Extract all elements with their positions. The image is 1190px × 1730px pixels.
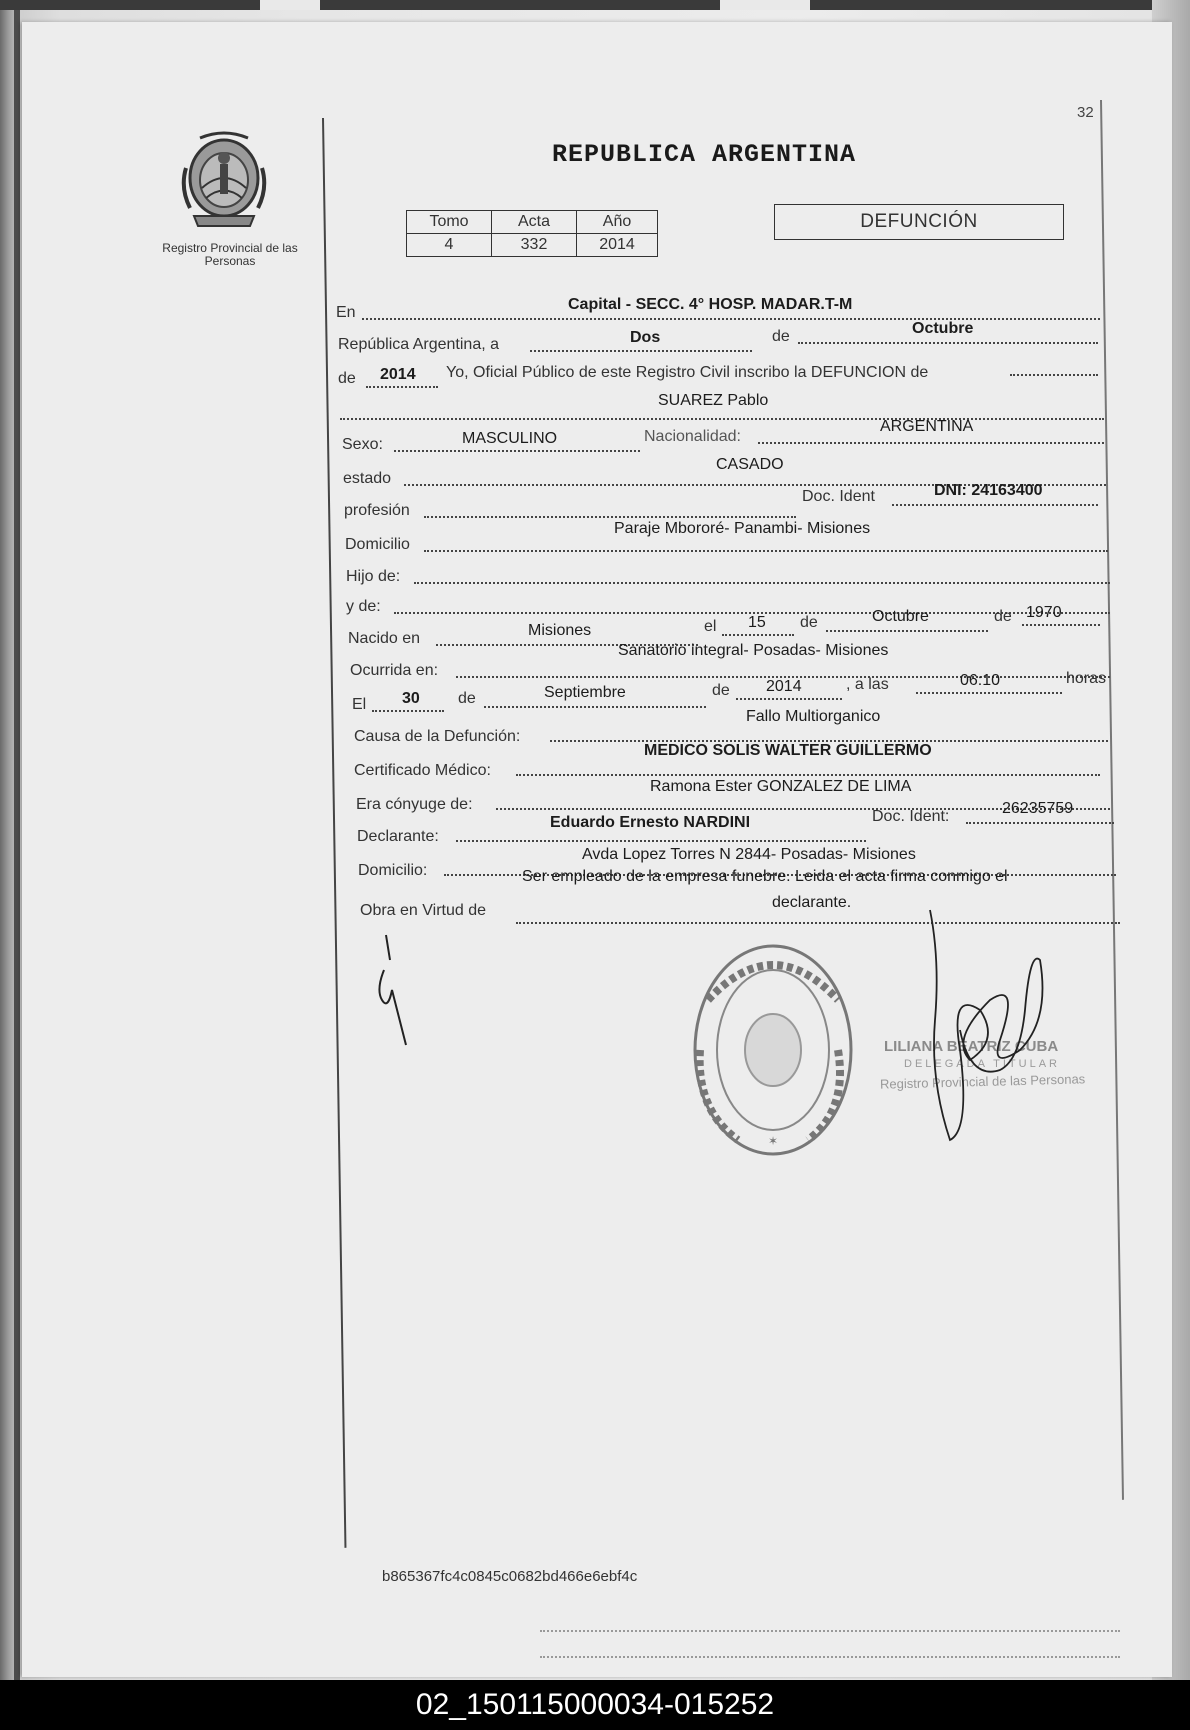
obra-value-line2: declarante. — [772, 894, 852, 911]
sexo-line — [394, 450, 640, 452]
declarante-doc-line — [966, 822, 1114, 824]
doc-value: DNI: 24163400 — [934, 482, 1043, 499]
muerte-mes-line — [484, 706, 706, 708]
mes-line — [798, 342, 1098, 344]
registry-value-anio: 2014 — [577, 234, 658, 257]
en-line — [362, 318, 1100, 320]
en-label: En — [336, 304, 356, 321]
declarante-doc-value: 26235759 — [1002, 800, 1074, 817]
de-label-6: de — [712, 682, 730, 699]
certificado-value: MEDICO SOLIS WALTER GUILLERMO — [644, 742, 932, 759]
svg-text:✶: ✶ — [767, 1134, 779, 1148]
el-label: el — [704, 618, 717, 635]
nacido-lugar-value: Misiones — [528, 622, 592, 639]
de-label-2: de — [338, 370, 356, 387]
certificado-line — [516, 774, 1100, 776]
a-las-label: , a las — [846, 676, 889, 693]
registry-table-header-row — [407, 211, 658, 234]
nacido-anio-line — [1022, 624, 1100, 626]
official-seal-icon — [688, 940, 858, 1160]
nacido-dia-value: 15 — [748, 614, 766, 631]
estado-label: estado — [343, 470, 392, 487]
registry-header-anio: Año — [577, 211, 658, 234]
estado-value: CASADO — [716, 456, 784, 473]
domicilio-label: Domicilio — [345, 536, 410, 553]
conyuge-value: Ramona Ester GONZALEZ DE LIMA — [650, 778, 912, 795]
decl-domicilio-value: Avda Lopez Torres N 2844- Posadas- Misiones — [582, 846, 916, 863]
declarante-value: Eduardo Ernesto NARDINI — [550, 814, 751, 831]
yo-text: Yo, Oficial Público de este Registro Civil inscribo la DEFUNCION de — [446, 364, 929, 381]
de-label-3: de — [800, 614, 818, 631]
declarante-doc-label: Doc. Ident: — [872, 808, 950, 825]
muerte-mes-value: Septiembre — [544, 684, 626, 701]
registry-table — [406, 210, 658, 257]
nacido-dia-line — [722, 634, 794, 636]
y-de-label: y de: — [346, 598, 381, 615]
republica-label: República Argentina, a — [338, 336, 499, 353]
horas-label: horas — [1066, 670, 1107, 687]
ocurrida-value: Sanatorio integral- Posadas- Misiones — [618, 642, 889, 659]
hijo-label: Hijo de: — [346, 568, 401, 585]
causa-label: Causa de la Defunción: — [354, 728, 521, 745]
dia-line — [530, 350, 752, 352]
doc-label: Doc. Ident — [802, 488, 875, 505]
binder-spine — [14, 10, 20, 1680]
certificado-label: Certificado Médico: — [354, 762, 491, 779]
domicilio-value: Paraje Mbororé- Panambi- Misiones — [614, 520, 871, 537]
muerte-hora-line — [916, 692, 1062, 694]
obra-label: Obra en Virtud de — [360, 902, 487, 919]
official-name: LILIANA BEATRIZ CUBA — [884, 1038, 1059, 1055]
declarante-label: Declarante: — [357, 828, 439, 845]
sexo-label: Sexo: — [342, 436, 383, 453]
profesion-line — [424, 516, 796, 518]
muerte-anio-line — [736, 698, 842, 700]
nacionalidad-label: Nacionalidad: — [644, 428, 741, 445]
nombre-value: SUAREZ Pablo — [658, 392, 769, 409]
registry-header-tomo: Tomo — [407, 211, 492, 234]
province-coat-of-arms-icon — [178, 128, 270, 233]
nombre-line — [340, 418, 1104, 420]
official-org: Registro Provincial de las Personas — [879, 1071, 1086, 1092]
ocurrida-label: Ocurrida en: — [350, 662, 439, 679]
nacionalidad-value: ARGENTINA — [880, 418, 974, 435]
obra-value-line1: Ser empleado de la empresa funebre. Leida el acta firma conmigo el — [522, 868, 1008, 885]
causa-value: Fallo Multiorganico — [746, 708, 881, 725]
lugar-value: Capital - SECC. 4° HOSP. MADAR.T-M — [568, 296, 853, 313]
de-label-1: de — [772, 328, 790, 345]
scan-identifier-bar: 02_150115000034-015252 — [0, 1680, 1190, 1730]
registry-header-acta: Acta — [492, 211, 577, 234]
doc-line — [892, 504, 1098, 506]
yo-line — [1010, 374, 1098, 376]
registry-value-tomo: 4 — [407, 234, 492, 257]
muerte-anio-value: 2014 — [766, 678, 802, 695]
nacido-label: Nacido en — [348, 630, 421, 647]
registry-table-value-row — [407, 234, 658, 257]
country-title: REPUBLICA ARGENTINA — [552, 140, 857, 169]
dia-value: Dos — [630, 329, 661, 346]
official-role: DELEGADA TITULAR — [904, 1058, 1060, 1070]
declarante-line — [456, 840, 866, 842]
bottom-line-1 — [540, 1630, 1120, 1632]
hijo-line — [414, 582, 1110, 584]
muerte-hora-value: 06:10 — [960, 672, 1001, 689]
left-signature-mark — [366, 930, 416, 1050]
de-label-5: de — [458, 690, 476, 707]
muerte-dia-value: 30 — [402, 690, 420, 707]
el2-label: El — [352, 696, 367, 713]
anio-line — [366, 386, 438, 388]
muerte-dia-line — [372, 710, 444, 712]
mes-value: Octubre — [912, 320, 974, 337]
handwritten-signature — [910, 900, 1060, 1150]
registry-value-acta: 332 — [492, 234, 577, 257]
domicilio-line — [424, 550, 1108, 552]
decl-domicilio-label: Domicilio: — [358, 862, 428, 879]
profesion-label: profesión — [344, 502, 410, 519]
sexo-value: MASCULINO — [462, 430, 558, 447]
page-number: 32 — [1077, 104, 1094, 121]
nacido-mes-line — [826, 630, 988, 632]
anio-value: 2014 — [380, 366, 416, 383]
document-hash: b865367fc4c0845c0682bd466e6ebf4c — [382, 1568, 638, 1585]
nacido-anio-value: 1970 — [1026, 604, 1062, 621]
nacido-mes-value: Octubre — [872, 608, 929, 625]
nacionalidad-line — [758, 442, 1104, 444]
bottom-line-2 — [540, 1656, 1120, 1658]
conyuge-label: Era cónyuge de: — [356, 796, 473, 813]
de-label-4: de — [994, 608, 1012, 625]
org-name: Registro Provincial de las Personas — [162, 241, 298, 268]
act-type-box: DEFUNCIÓN — [774, 204, 1064, 240]
binder-top-edge — [0, 0, 1190, 10]
